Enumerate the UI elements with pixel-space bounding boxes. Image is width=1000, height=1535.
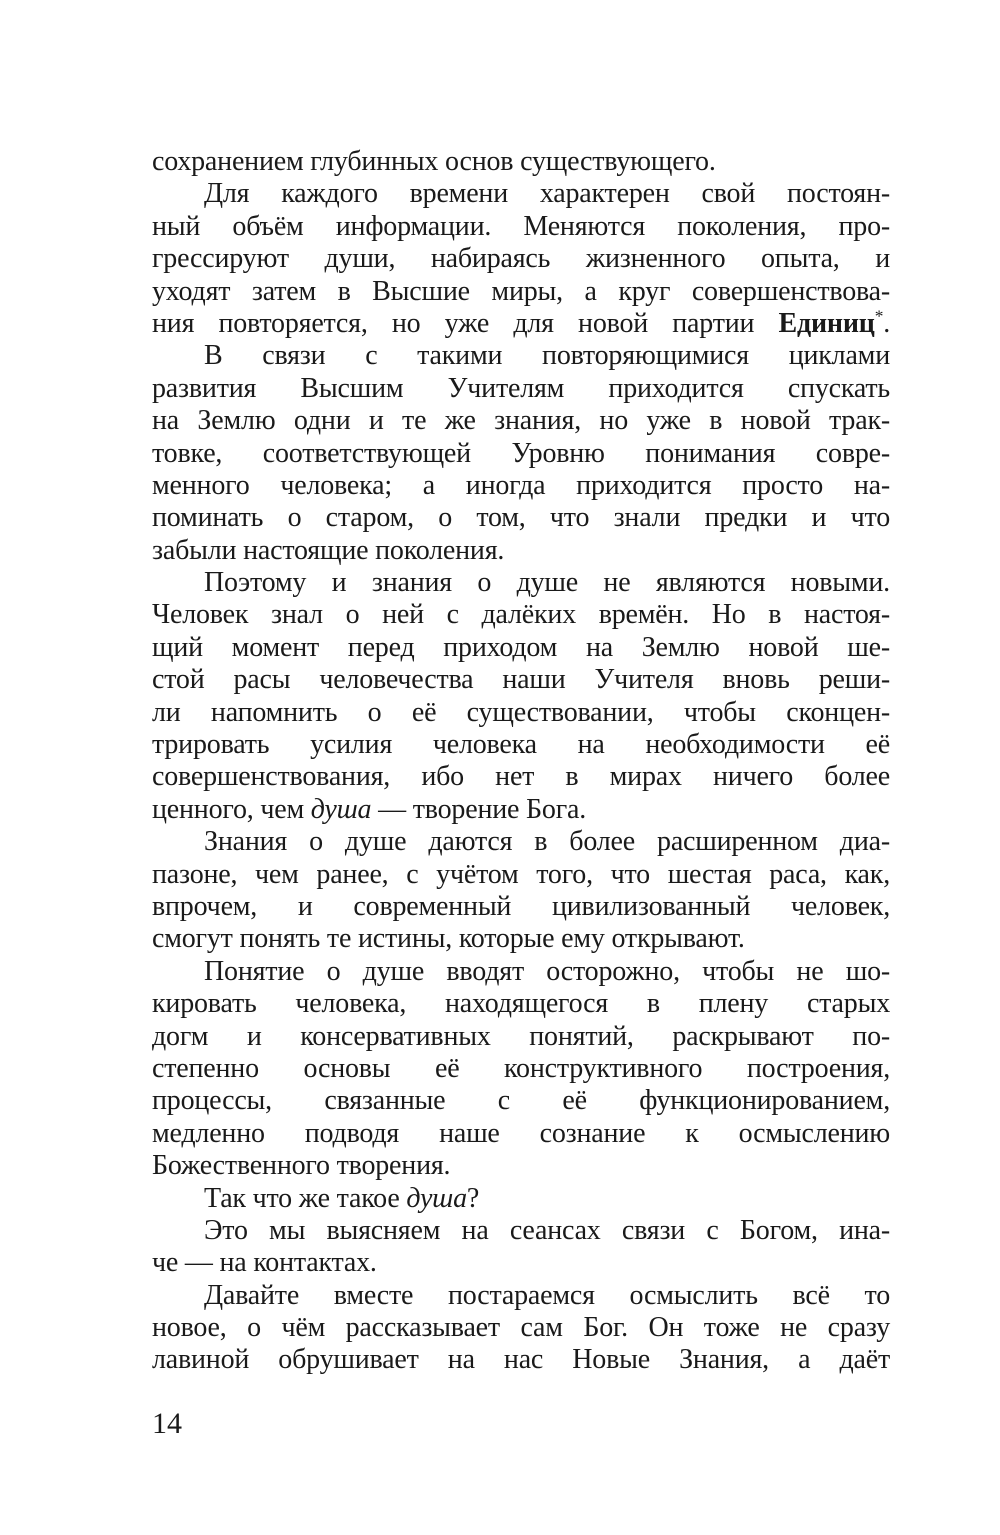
text-line <box>152 1053 890 1085</box>
text-run: ? <box>466 1182 480 1214</box>
emphasis: душа <box>406 1182 467 1214</box>
text-line <box>152 211 890 243</box>
text-run: Понятие о душе вводят осторожно, чтобы не шо- <box>204 955 890 987</box>
text-run: Человек знал о ней с далёких времён. Но в настоя- <box>152 599 890 631</box>
text-line <box>152 340 890 372</box>
text-run: развития Высшим Учителям приходится спускать <box>152 372 890 404</box>
text-run: . <box>883 307 890 339</box>
text-run: уходят затем в Высшие миры, а круг совершенствова- <box>152 275 890 307</box>
text-line <box>152 859 890 891</box>
text-line <box>152 599 890 631</box>
text-line <box>152 826 890 858</box>
text-line <box>152 1150 890 1182</box>
text-line <box>152 1215 890 1247</box>
text-line <box>152 1247 890 1279</box>
text-run: ный объём информации. Меняются поколения, про- <box>152 210 890 242</box>
text-run: щий момент перед приходом на Землю новой ше- <box>152 631 890 663</box>
text-run: В связи с такими повторяющимися циклами <box>204 340 890 372</box>
text-run: кировать человека, находящегося в плену старых <box>152 988 890 1020</box>
text-line <box>152 502 890 534</box>
text-line <box>152 178 890 210</box>
text-line <box>152 535 890 567</box>
text-run: Так что же такое <box>204 1182 407 1214</box>
text-run: смогут понять те истины, которые ему открывают. <box>152 923 745 955</box>
text-line <box>152 1118 890 1150</box>
text-run: догм и консервативных понятий, раскрывают по- <box>152 1020 890 1052</box>
text-line <box>152 664 890 696</box>
text-line <box>152 308 890 340</box>
text-line <box>152 1280 890 1312</box>
text-run: лавиной обрушивает на нас Новые Знания, а даёт <box>152 1344 890 1376</box>
text-line <box>152 373 890 405</box>
emphasis: душа <box>310 793 372 825</box>
text-line <box>152 923 890 955</box>
text-run: грессируют души, набираясь жизненного опыта, и <box>152 243 890 275</box>
text-line <box>152 243 890 275</box>
bold-term: Единиц <box>778 307 875 339</box>
text-line <box>152 1312 890 1344</box>
text-run: че — на контактах. <box>152 1247 377 1279</box>
text-run: товке, соответствующей Уровню понимания совре- <box>152 437 890 469</box>
text-line <box>152 470 890 502</box>
text-line <box>152 438 890 470</box>
text-run: Давайте вместе постараемся осмыслить всё то <box>204 1279 890 1311</box>
page-number: 14 <box>152 1407 182 1440</box>
text-line <box>152 632 890 664</box>
text-block <box>152 146 890 1377</box>
text-run: степенно основы её конструктивного построения, <box>152 1052 890 1084</box>
text-line <box>152 956 890 988</box>
text-line <box>152 729 890 761</box>
text-line <box>152 697 890 729</box>
text-run: пазоне, чем ранее, с учётом того, что шестая раса, как, <box>152 858 890 890</box>
text-line <box>152 1021 890 1053</box>
text-line <box>152 276 890 308</box>
text-run: поминать о старом, о том, что знали предки и что <box>152 502 890 534</box>
text-line <box>152 761 890 793</box>
text-run: забыли настоящие поколения. <box>152 534 505 566</box>
text-run: стой расы человечества наши Учителя вновь реши- <box>152 664 890 696</box>
text-run: Это мы выясняем на сеансах связи с Богом, ина- <box>204 1214 890 1246</box>
text-run: менного человека; а иногда приходится просто на- <box>152 469 890 501</box>
text-run: ценного, чем <box>152 793 311 825</box>
text-run: на Землю одни и те же знания, но уже в новой трак- <box>152 405 890 437</box>
text-line <box>152 794 890 826</box>
text-run: процессы, связанные с её функционированием, <box>152 1085 890 1117</box>
text-line <box>152 1183 890 1215</box>
footnote-marker: * <box>874 306 884 326</box>
text-run: сохранением глубинных основ существующего. <box>152 146 716 177</box>
text-run: совершенствования, ибо нет в мирах ничего более <box>152 761 890 793</box>
text-line <box>152 988 890 1020</box>
text-line <box>152 146 890 178</box>
text-run: впрочем, и современный цивилизованный человек, <box>152 890 890 922</box>
text-line <box>152 405 890 437</box>
text-run: Для каждого времени характерен свой постоян- <box>204 178 890 210</box>
text-line <box>152 1085 890 1117</box>
text-run: ли напомнить о её существовании, чтобы сконцен- <box>152 696 890 728</box>
text-line <box>152 891 890 923</box>
text-run: Знания о душе даются в более расширенном диа- <box>204 826 890 858</box>
text-run: трировать усилия человека на необходимости её <box>152 729 890 761</box>
text-run: Божественного творения. <box>152 1150 451 1182</box>
text-run: новое, о чём рассказывает сам Бог. Он тоже не сразу <box>152 1312 890 1344</box>
text-line <box>152 1344 890 1376</box>
text-run: медленно подводя наше сознание к осмыслению <box>152 1117 890 1149</box>
text-run: ния повторяется, но уже для новой партии <box>152 307 779 339</box>
text-run: Поэтому и знания о душе не являются новыми. <box>204 567 890 599</box>
text-run: — творение Бога. <box>371 793 587 825</box>
text-line <box>152 567 890 599</box>
